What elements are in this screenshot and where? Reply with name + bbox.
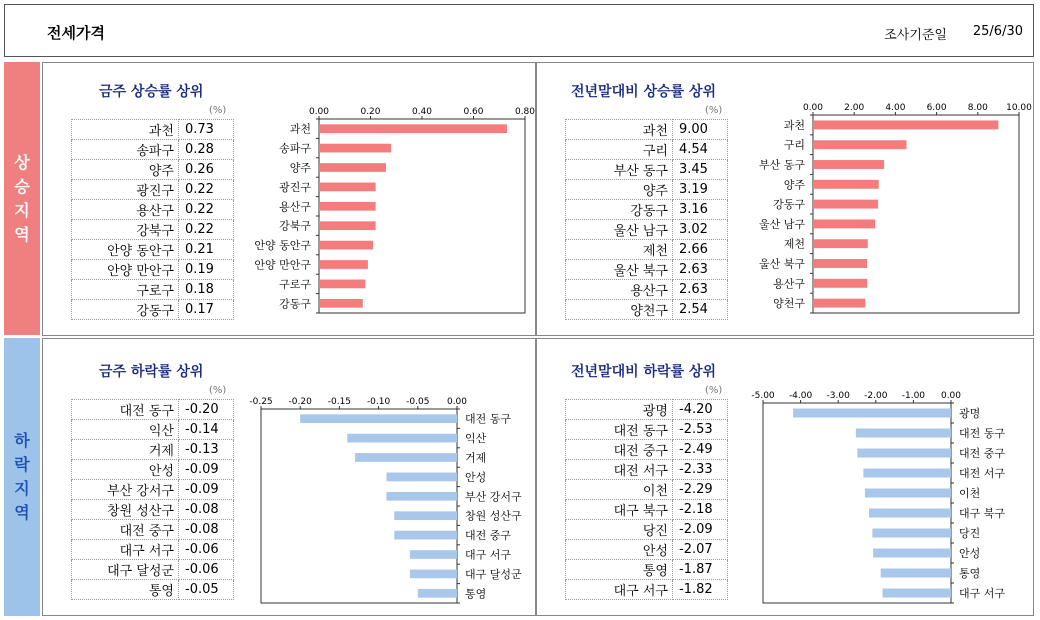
- x-tick-label: 0.60: [463, 107, 484, 117]
- region-name: 구리: [566, 140, 673, 160]
- bar: [813, 160, 884, 169]
- bar: [873, 549, 951, 558]
- bar: [813, 120, 998, 129]
- category-label: 안성: [465, 470, 487, 484]
- panel-weekly-fall: [42, 338, 536, 616]
- table-row: [566, 140, 728, 160]
- region-name: 송파구: [72, 140, 179, 160]
- table-row: [72, 200, 234, 220]
- region-name: 광명: [566, 400, 673, 420]
- category-label: 대전 중구: [959, 447, 1006, 460]
- change-value: 0.21: [179, 240, 234, 260]
- x-tick-label: 6.00: [926, 103, 947, 113]
- bar: [813, 259, 867, 268]
- bar: [813, 200, 878, 209]
- table-row: [72, 580, 234, 600]
- panel-title: 전년말대비 하락률 상위: [571, 364, 716, 380]
- region-name: 대구 달성군: [72, 560, 179, 580]
- bar: [813, 299, 865, 308]
- category-label: 양천구: [773, 297, 805, 311]
- x-tick-label: 0.00: [308, 107, 330, 117]
- rise-label-char: 역: [14, 224, 30, 244]
- change-value: 0.73: [179, 120, 234, 140]
- change-value: 3.45: [673, 160, 728, 180]
- bar-chart: [751, 389, 1027, 605]
- region-name: 대구 서구: [566, 580, 673, 600]
- region-name: 안성: [72, 460, 179, 480]
- region-name: 강북구: [72, 220, 179, 240]
- bar: [856, 429, 951, 438]
- table-row: [72, 560, 234, 580]
- unit-label: (%): [209, 385, 227, 396]
- table-row: [566, 260, 728, 280]
- report-header: [4, 4, 1034, 57]
- category-label: 거제: [465, 451, 487, 465]
- bar: [319, 221, 376, 230]
- panel-weekly-rise: [42, 62, 536, 336]
- bar: [813, 180, 879, 189]
- table-row: [566, 200, 728, 220]
- region-name: 이천: [566, 480, 673, 500]
- change-value: -0.08: [179, 520, 234, 540]
- region-name: 강동구: [566, 200, 673, 220]
- category-label: 익산: [465, 432, 487, 446]
- change-value: -2.07: [673, 540, 728, 560]
- x-tick-label: 10.00: [1006, 103, 1032, 113]
- category-label: 이천: [959, 487, 981, 500]
- bar: [319, 260, 368, 269]
- date-label: 조사기준일: [884, 28, 947, 43]
- change-value: -2.49: [673, 440, 728, 460]
- region-name: 대구 북구: [566, 500, 673, 520]
- category-label: 울산 남구: [758, 217, 805, 231]
- change-value: -1.82: [673, 580, 728, 600]
- bar: [319, 280, 365, 289]
- table-row: [566, 480, 728, 500]
- bar: [347, 434, 457, 443]
- change-value: 4.54: [673, 140, 728, 160]
- table-row: [72, 420, 234, 440]
- change-value: -0.09: [179, 460, 234, 480]
- bar: [410, 570, 457, 579]
- region-name: 대전 중구: [72, 520, 179, 540]
- fall-label-char: 락: [14, 455, 30, 474]
- category-label: 과천: [783, 118, 805, 132]
- x-tick-label: 4.00: [885, 103, 906, 113]
- bar: [418, 589, 457, 598]
- change-value: 2.63: [673, 280, 728, 300]
- bar: [410, 550, 457, 559]
- panel-yearly-rise: [536, 62, 1034, 336]
- table-row: [72, 500, 234, 520]
- bar-chart: [243, 105, 536, 315]
- category-label: 통영: [465, 587, 487, 601]
- region-name: 대전 중구: [566, 440, 673, 460]
- x-tick-label: 0.00: [802, 103, 824, 113]
- bar: [813, 140, 907, 149]
- bar-chart: [737, 101, 1032, 315]
- change-value: 0.28: [179, 140, 234, 160]
- x-tick-label: -0.05: [406, 397, 430, 407]
- change-value: -4.20: [673, 400, 728, 420]
- x-tick-label: 0.00: [940, 391, 962, 401]
- table-row: [72, 480, 234, 500]
- bar: [394, 531, 457, 540]
- table-row: [566, 560, 728, 580]
- table-row: [566, 440, 728, 460]
- rank-table: [71, 119, 234, 320]
- region-name: 안성: [566, 540, 673, 560]
- bar: [813, 239, 868, 248]
- region-name: 양주: [72, 160, 179, 180]
- bar: [813, 219, 875, 228]
- bar-chart: [249, 395, 533, 605]
- table-row: [566, 540, 728, 560]
- table-row: [566, 220, 728, 240]
- bar: [857, 449, 951, 458]
- region-name: 양천구: [566, 300, 673, 320]
- unit-label: (%): [209, 105, 227, 116]
- table-row: [72, 460, 234, 480]
- bar: [793, 409, 951, 418]
- region-name: 부산 강서구: [72, 480, 179, 500]
- bar: [863, 469, 951, 478]
- region-name: 대전 서구: [566, 460, 673, 480]
- table-row: [566, 420, 728, 440]
- change-value: -0.06: [179, 560, 234, 580]
- rise-label-char: 승: [14, 176, 30, 196]
- x-tick-label: -3.00: [826, 391, 850, 401]
- x-tick-label: -4.00: [788, 391, 813, 401]
- page-title: 전세가격: [47, 24, 105, 42]
- change-value: 2.66: [673, 240, 728, 260]
- bar: [386, 473, 457, 482]
- table-row: [72, 240, 234, 260]
- category-label: 광명: [959, 407, 981, 420]
- bar: [319, 183, 376, 192]
- rise-label-char: 상: [14, 152, 30, 172]
- fall-region-label: [4, 338, 40, 616]
- table-row: [566, 400, 728, 420]
- category-label: 창원 성산구: [465, 509, 522, 523]
- bar: [319, 144, 391, 153]
- region-name: 구로구: [72, 280, 179, 300]
- region-name: 안양 만안구: [72, 260, 179, 280]
- category-label: 통영: [959, 567, 981, 580]
- table-row: [72, 140, 234, 160]
- category-label: 대구 북구: [959, 507, 1006, 520]
- table-row: [566, 180, 728, 200]
- table-row: [72, 540, 234, 560]
- table-row: [72, 220, 234, 240]
- change-value: 2.54: [673, 300, 728, 320]
- table-row: [566, 520, 728, 540]
- table-row: [566, 300, 728, 320]
- category-label: 용산구: [773, 277, 805, 291]
- category-label: 구로구: [279, 277, 311, 291]
- panel-title: 금주 하락률 상위: [99, 364, 204, 380]
- table-row: [72, 260, 234, 280]
- panel-title: 금주 상승률 상위: [99, 84, 204, 100]
- region-name: 부산 동구: [566, 160, 673, 180]
- region-name: 울산 북구: [566, 260, 673, 280]
- category-label: 용산구: [279, 200, 311, 214]
- rank-table: [71, 399, 234, 600]
- x-tick-label: -0.10: [366, 397, 391, 407]
- change-value: -2.09: [673, 520, 728, 540]
- x-tick-label: 0.20: [360, 107, 381, 117]
- table-row: [72, 160, 234, 180]
- change-value: 0.17: [179, 300, 234, 320]
- region-name: 과천: [566, 120, 673, 140]
- change-value: 0.22: [179, 220, 234, 240]
- region-name: 창원 성산구: [72, 500, 179, 520]
- table-row: [566, 460, 728, 480]
- rise-region-label: [4, 62, 40, 335]
- region-name: 통영: [566, 560, 673, 580]
- bar: [813, 279, 867, 288]
- fall-label-char: 지: [14, 479, 30, 498]
- rise-label-char: 지: [14, 200, 30, 220]
- bar: [300, 414, 457, 423]
- change-value: -0.20: [179, 400, 234, 420]
- category-label: 당진: [959, 527, 981, 540]
- change-value: -2.29: [673, 480, 728, 500]
- change-value: -0.14: [179, 420, 234, 440]
- bar: [319, 299, 363, 308]
- category-label: 구리: [783, 138, 805, 152]
- unit-label: (%): [705, 105, 723, 116]
- table-row: [566, 240, 728, 260]
- change-value: -2.18: [673, 500, 728, 520]
- region-name: 광진구: [72, 180, 179, 200]
- fall-label-char: 하: [14, 431, 30, 450]
- category-label: 부산 동구: [758, 158, 805, 172]
- region-name: 통영: [72, 580, 179, 600]
- change-value: 0.18: [179, 280, 234, 300]
- category-label: 강동구: [773, 198, 805, 212]
- bar: [319, 241, 373, 250]
- category-label: 대구 서구: [465, 548, 512, 562]
- change-value: 9.00: [673, 120, 728, 140]
- category-label: 과천: [289, 122, 311, 136]
- change-value: 0.19: [179, 260, 234, 280]
- region-name: 대전 동구: [566, 420, 673, 440]
- bar: [319, 163, 386, 172]
- bar: [355, 453, 457, 462]
- change-value: 0.26: [179, 160, 234, 180]
- change-value: -0.09: [179, 480, 234, 500]
- change-value: 3.16: [673, 200, 728, 220]
- bar: [869, 509, 951, 518]
- change-value: -0.06: [179, 540, 234, 560]
- change-value: 0.22: [179, 180, 234, 200]
- region-name: 익산: [72, 420, 179, 440]
- region-name: 용산구: [72, 200, 179, 220]
- region-name: 거제: [72, 440, 179, 460]
- bar: [394, 511, 457, 520]
- change-value: -0.08: [179, 500, 234, 520]
- x-tick-label: -2.00: [864, 391, 888, 401]
- bar: [872, 529, 951, 538]
- category-label: 강동구: [279, 297, 311, 311]
- table-row: [566, 280, 728, 300]
- region-name: 대전 동구: [72, 400, 179, 420]
- table-row: [72, 180, 234, 200]
- panel-title: 전년말대비 상승률 상위: [571, 84, 716, 100]
- bar: [386, 492, 457, 501]
- table-row: [566, 580, 728, 600]
- region-name: 용산구: [566, 280, 673, 300]
- change-value: 3.02: [673, 220, 728, 240]
- region-name: 안양 동안구: [72, 240, 179, 260]
- category-label: 양주: [289, 161, 311, 175]
- panel-yearly-fall: [536, 338, 1034, 616]
- change-value: -2.33: [673, 460, 728, 480]
- table-row: [72, 120, 234, 140]
- table-row: [72, 280, 234, 300]
- category-label: 안성: [959, 547, 981, 560]
- bar: [881, 569, 951, 578]
- change-value: 3.19: [673, 180, 728, 200]
- category-label: 양주: [783, 178, 805, 192]
- x-tick-label: -0.25: [249, 397, 273, 407]
- rank-table: [565, 119, 728, 320]
- category-label: 안양 동안구: [254, 239, 311, 253]
- region-name: 당진: [566, 520, 673, 540]
- category-label: 제천: [783, 237, 805, 251]
- category-label: 강북구: [279, 219, 311, 233]
- date-value: 25/6/30: [972, 24, 1023, 39]
- category-label: 안양 만안구: [254, 258, 311, 272]
- change-value: 0.22: [179, 200, 234, 220]
- fall-label-char: 역: [14, 503, 30, 522]
- table-row: [72, 520, 234, 540]
- x-tick-label: 0.80: [514, 107, 536, 117]
- x-tick-label: -0.20: [288, 397, 312, 407]
- bar: [865, 489, 951, 498]
- category-label: 대전 중구: [465, 529, 512, 543]
- region-name: 강동구: [72, 300, 179, 320]
- change-value: -2.53: [673, 420, 728, 440]
- category-label: 울산 북구: [758, 257, 805, 271]
- region-name: 울산 남구: [566, 220, 673, 240]
- x-tick-label: 2.00: [844, 103, 865, 113]
- table-row: [566, 160, 728, 180]
- region-name: 제천: [566, 240, 673, 260]
- table-row: [72, 400, 234, 420]
- x-tick-label: -0.15: [327, 397, 352, 407]
- region-name: 양주: [566, 180, 673, 200]
- x-tick-label: 8.00: [967, 103, 988, 113]
- change-value: -0.13: [179, 440, 234, 460]
- table-row: [566, 500, 728, 520]
- region-name: 대구 서구: [72, 540, 179, 560]
- category-label: 대전 서구: [959, 467, 1006, 480]
- x-tick-label: 0.40: [411, 107, 433, 117]
- category-label: 대전 동구: [465, 412, 512, 426]
- category-label: 부산 강서구: [465, 490, 522, 504]
- rank-table: [565, 399, 728, 600]
- unit-label: (%): [705, 385, 723, 396]
- x-tick-label: 0.00: [446, 397, 468, 407]
- category-label: 송파구: [279, 142, 311, 156]
- table-row: [72, 440, 234, 460]
- region-name: 과천: [72, 120, 179, 140]
- category-label: 대구 서구: [959, 587, 1006, 600]
- bar: [319, 124, 507, 133]
- bar: [883, 589, 951, 598]
- change-value: 2.63: [673, 260, 728, 280]
- table-row: [72, 300, 234, 320]
- category-label: 대전 동구: [959, 427, 1006, 440]
- change-value: -1.87: [673, 560, 728, 580]
- x-tick-label: -1.00: [901, 391, 926, 401]
- category-label: 대구 달성군: [465, 567, 522, 581]
- bar: [319, 202, 376, 211]
- change-value: -0.05: [179, 580, 234, 600]
- x-tick-label: -5.00: [751, 391, 775, 401]
- category-label: 광진구: [279, 180, 311, 194]
- table-row: [566, 120, 728, 140]
